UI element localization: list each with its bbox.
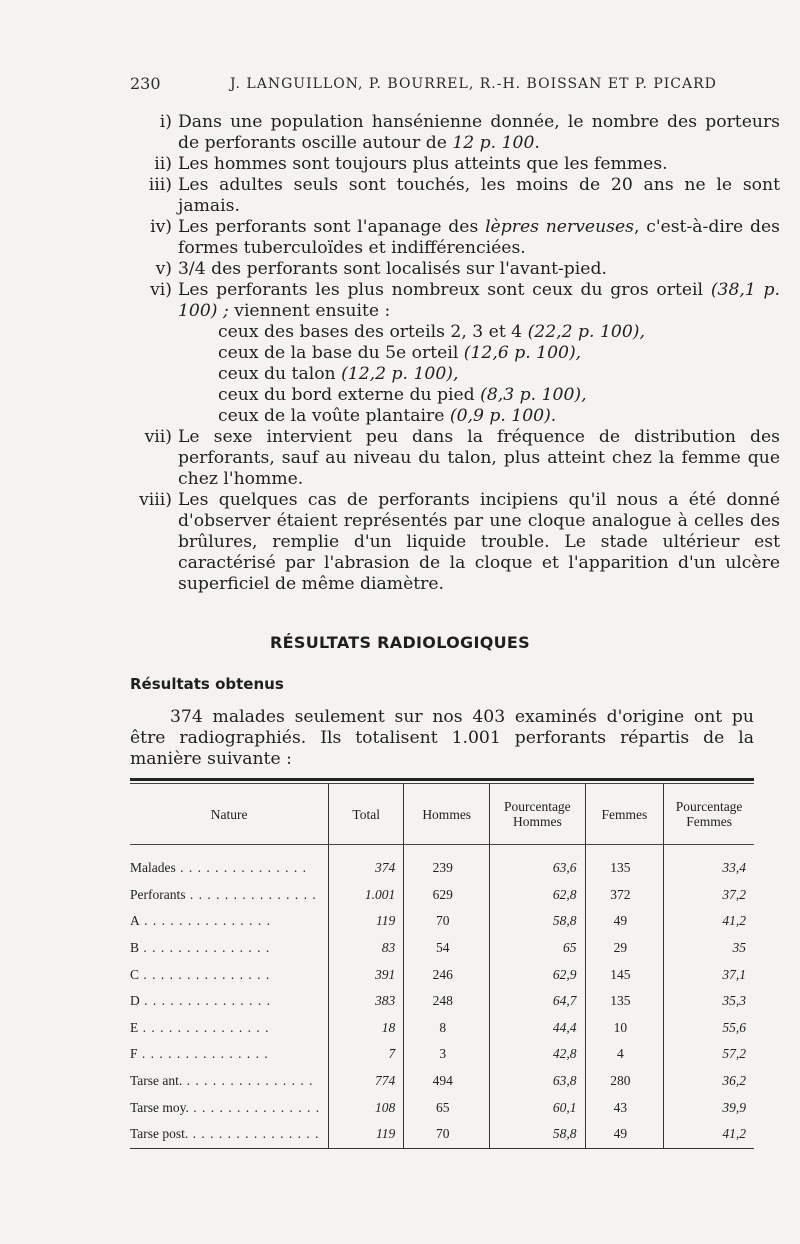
list-item-label: iii): [148, 175, 172, 195]
row-label: [130, 935, 329, 962]
emphasis-text: 12 p. 100: [452, 133, 535, 153]
total-cell: 119: [329, 908, 404, 935]
sub-text: ceux du talon: [218, 364, 342, 384]
list-item-text: Les hommes sont toujours plus atteints que les femmes.: [178, 154, 668, 174]
hommes-cell: 54: [404, 935, 490, 962]
table-top-rule: [130, 778, 754, 781]
sub-list-line: [178, 343, 780, 364]
list-item-text: Les quelques cas de perforants incipiens qu'il nous a été donné d'observer étaient représentés par une cloque analogue à celles des brûlures, remplie d'un liquide trouble. Le stade ultérieur est caractérisé par l'abrasion de la cloque et l'apparition d'un ulcère superficiel de même diamètre.: [178, 490, 780, 594]
percentage-cell: 63,8: [490, 1068, 585, 1095]
femmes-cell: 49: [585, 908, 664, 935]
sub-text: ceux des bases des orteils 2, 3 et 4: [218, 322, 528, 342]
row-label-text: Perforants . . .: [130, 887, 317, 902]
total-cell: 391: [329, 961, 404, 988]
row-label: [130, 908, 329, 935]
sub-list-line: [178, 322, 780, 343]
sub-list-line: [178, 364, 780, 385]
list-item-label: i): [159, 112, 172, 132]
femmes-cell: 145: [585, 961, 664, 988]
row-label-text: Tarse ant. . . .: [130, 1073, 314, 1088]
list-item: [130, 490, 780, 595]
table-row: [130, 1121, 754, 1148]
text-fragment: Les perforants les plus nombreux sont ceux du gros orteil: [178, 280, 711, 300]
sub-text: ceux du bord externe du pied: [218, 385, 481, 405]
hommes-cell: 70: [404, 1121, 490, 1148]
page-number: 230: [130, 74, 161, 93]
row-label-text: A . . .: [130, 913, 271, 928]
list-item: [130, 427, 780, 490]
sub-percentage: (12,6 p. 100),: [463, 343, 582, 363]
hommes-cell: 70: [404, 908, 490, 935]
femmes-cell: 280: [585, 1068, 664, 1095]
row-label: [130, 1068, 329, 1095]
percentage-cell: 55,6: [664, 1015, 754, 1042]
list-item-text: [178, 280, 780, 322]
sub-percentage: (12,2 p. 100),: [341, 364, 459, 384]
femmes-cell: 135: [585, 988, 664, 1015]
table-body: [130, 845, 754, 1149]
row-label: [130, 1041, 329, 1068]
intro-paragraph: 374 malades seulement sur nos 403 examinés d'origine ont pu être radiographiés. Ils totalisent 1.001 perforants répartis de la manière suivante :: [130, 707, 754, 769]
row-label: [130, 961, 329, 988]
column-header: Nature: [130, 784, 329, 845]
sub-percentage: (22,2 p. 100),: [527, 322, 645, 342]
femmes-cell: 135: [585, 845, 664, 882]
row-label-text: Tarse moy. . . .: [130, 1100, 320, 1115]
table-row: [130, 1068, 754, 1095]
row-label: [130, 882, 329, 909]
list-item-text: [178, 217, 780, 259]
list-item-label: viii): [139, 490, 172, 510]
emphasis-text: (38,1 p. 100) ;: [178, 280, 781, 321]
total-cell: 108: [329, 1094, 404, 1121]
row-label: [130, 1121, 329, 1148]
percentage-cell: 37,1: [664, 961, 754, 988]
row-label-text: D . . .: [130, 993, 271, 1008]
hommes-cell: 246: [404, 961, 490, 988]
percentage-cell: 65: [490, 935, 585, 962]
row-label: [130, 1094, 329, 1121]
table-row: [130, 935, 754, 962]
list-item-label: iv): [150, 217, 172, 237]
percentage-cell: 62,8: [490, 882, 585, 909]
total-cell: 119: [329, 1121, 404, 1148]
femmes-cell: 372: [585, 882, 664, 909]
table-row: [130, 1015, 754, 1042]
sub-text: ceux de la base du 5e orteil: [218, 343, 464, 363]
text-fragment: Les perforants sont l'apanage des: [178, 217, 486, 237]
total-cell: 374: [329, 845, 404, 882]
row-label-text: E . . .: [130, 1020, 270, 1035]
table-row: [130, 882, 754, 909]
emphasis-text: lèpres nerveuses: [485, 217, 634, 237]
list-item: [130, 259, 780, 280]
list-item: [130, 154, 780, 175]
total-cell: 774: [329, 1068, 404, 1095]
hommes-cell: 3: [404, 1041, 490, 1068]
percentage-cell: 39,9: [664, 1094, 754, 1121]
percentage-cell: 44,4: [490, 1015, 585, 1042]
list-item: [130, 112, 780, 154]
row-label-text: B . . .: [130, 940, 270, 955]
percentage-cell: 41,2: [664, 908, 754, 935]
percentage-cell: 41,2: [664, 1121, 754, 1148]
text-fragment: Dans une population hansénienne donnée, le nombre des porteurs de perforants oscille autour de: [178, 112, 780, 153]
row-label-text: C . . .: [130, 967, 270, 982]
table-row: [130, 908, 754, 935]
total-cell: 83: [329, 935, 404, 962]
text-fragment: .: [534, 133, 540, 153]
femmes-cell: 29: [585, 935, 664, 962]
hommes-cell: 239: [404, 845, 490, 882]
total-cell: 1.001: [329, 882, 404, 909]
sub-text: ceux de la voûte plantaire: [218, 406, 450, 426]
list-item: [130, 217, 780, 259]
table-header-row: [130, 784, 754, 845]
list-item-text: Le sexe intervient peu dans la fréquence de distribution des perforants, sauf au niveau du talon, plus atteint chez la femme que chez l'homme.: [178, 427, 780, 489]
list-item-label: vi): [150, 280, 172, 300]
list-item: [130, 280, 780, 427]
percentage-cell: 64,7: [490, 988, 585, 1015]
list-item: [130, 175, 780, 217]
list-item-label: v): [155, 259, 172, 279]
column-header: Hommes: [404, 784, 490, 845]
row-label-text: F . . .: [130, 1046, 269, 1061]
table-row: [130, 845, 754, 882]
percentage-cell: 35,3: [664, 988, 754, 1015]
percentage-cell: 62,9: [490, 961, 585, 988]
hommes-cell: 65: [404, 1094, 490, 1121]
row-label: [130, 845, 329, 882]
row-label: [130, 1015, 329, 1042]
percentage-cell: 37,2: [664, 882, 754, 909]
percentage-cell: 57,2: [664, 1041, 754, 1068]
row-label: [130, 988, 329, 1015]
sub-list-line: [178, 406, 780, 427]
percentage-cell: 58,8: [490, 1121, 585, 1148]
sub-percentage: (0,9 p. 100).: [449, 406, 557, 426]
sub-percentage: (8,3 p. 100),: [480, 385, 587, 405]
header-authors: J. LANGUILLON, P. BOURREL, R.-H. BOISSAN ET P. PICARD: [230, 76, 717, 92]
row-label-text: Malades . . .: [130, 860, 307, 875]
column-header: Pourcentage Femmes: [664, 784, 754, 845]
femmes-cell: 49: [585, 1121, 664, 1148]
text-fragment: , c'est-à-dire des formes tuberculoïdes et indifférenciées.: [178, 217, 780, 258]
percentage-cell: 36,2: [664, 1068, 754, 1095]
percentage-cell: 33,4: [664, 845, 754, 882]
percentage-cell: 63,6: [490, 845, 585, 882]
percentage-cell: 42,8: [490, 1041, 585, 1068]
results-table-wrap: [130, 778, 754, 1149]
total-cell: 383: [329, 988, 404, 1015]
results-table: [130, 784, 754, 1149]
table-row: [130, 988, 754, 1015]
table-row: [130, 961, 754, 988]
hommes-cell: 248: [404, 988, 490, 1015]
subsection-title: Résultats obtenus: [130, 675, 284, 693]
femmes-cell: 4: [585, 1041, 664, 1068]
column-header: Total: [329, 784, 404, 845]
list-item-text: Les adultes seuls sont touchés, les moins de 20 ans ne le sont jamais.: [178, 175, 780, 216]
column-header: Pourcentage Hommes: [490, 784, 585, 845]
list-item-text: [178, 112, 780, 154]
hommes-cell: 8: [404, 1015, 490, 1042]
column-header: Femmes: [585, 784, 664, 845]
hommes-cell: 494: [404, 1068, 490, 1095]
sub-list-line: [178, 385, 780, 406]
femmes-cell: 10: [585, 1015, 664, 1042]
total-cell: 18: [329, 1015, 404, 1042]
section-title: RÉSULTATS RADIOLOGIQUES: [270, 633, 530, 652]
list-item-label: ii): [154, 154, 172, 174]
femmes-cell: 43: [585, 1094, 664, 1121]
percentage-cell: 60,1: [490, 1094, 585, 1121]
list-item-text: 3/4 des perforants sont localisés sur l'avant-pied.: [178, 259, 607, 279]
text-fragment: viennent ensuite :: [228, 301, 391, 321]
percentage-cell: 58,8: [490, 908, 585, 935]
table-row: [130, 1094, 754, 1121]
percentage-cell: 35: [664, 935, 754, 962]
table-row: [130, 1041, 754, 1068]
row-label-text: Tarse post. . . .: [130, 1126, 320, 1141]
conclusions-list: [130, 112, 780, 595]
list-item-label: vii): [144, 427, 172, 447]
total-cell: 7: [329, 1041, 404, 1068]
hommes-cell: 629: [404, 882, 490, 909]
